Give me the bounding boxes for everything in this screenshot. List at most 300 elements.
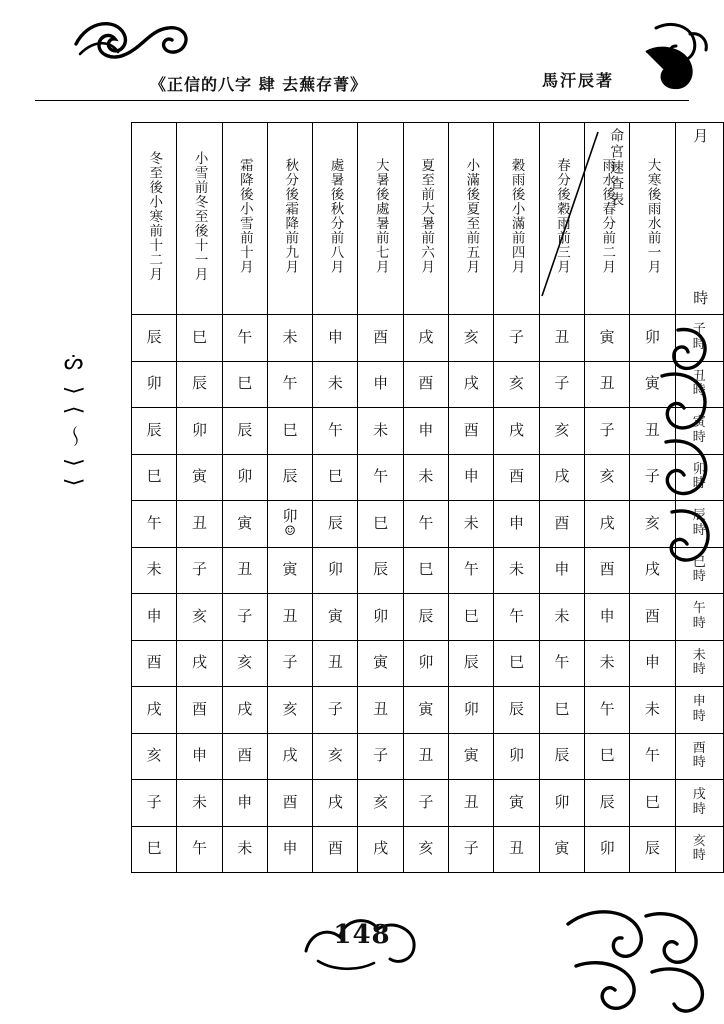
cell-value: 丑 [282,606,298,625]
cell-value: 卯 [509,746,525,765]
table-cell [403,408,448,455]
table-cell [177,640,222,687]
cell-value: 寅 [418,699,434,718]
cell-value: 卯 [146,374,162,393]
table-cell [222,594,267,641]
table-cell [177,361,222,408]
cell-value: 丑 [418,746,434,765]
table-cell [494,826,539,873]
cell-value: 戌 [644,560,660,579]
table-row [132,826,724,873]
table-cell [403,640,448,687]
table-cell [449,733,494,780]
cell-value: 午 [237,327,253,346]
cell-value: 戌 [509,420,525,439]
cell-value: 卯 [599,839,615,858]
cell-value: 卯 [463,699,479,718]
table-cell [358,687,403,734]
cell-value: 戌 [554,467,570,486]
hour-label-cell [675,315,723,362]
cell-value: 戌 [237,699,253,718]
table-cell [313,547,358,594]
table-cell [539,454,584,501]
cell-value: 申 [509,513,525,532]
cell-value: 辰 [373,560,389,579]
hour-label: 寅 時 [692,415,706,445]
cell-value: 午 [327,420,343,439]
hour-header-label: 時 [691,290,710,306]
table-cell [403,594,448,641]
cell-value: 戌 [463,374,479,393]
table-cell [539,687,584,734]
table-cell [132,501,177,548]
cell-value: 寅 [463,746,479,765]
cell-value: 寅 [237,513,253,532]
hour-label-cell [675,501,723,548]
hour-label: 午 時 [692,601,706,631]
hour-label: 巳 時 [692,554,706,585]
table-cell [494,547,539,594]
column-header-9 [539,123,584,315]
table-cell [132,687,177,734]
corner-header-cell [675,123,723,315]
smiley-face-icon: ☺ [284,524,296,540]
table-cell [358,733,403,780]
table-cell [449,640,494,687]
table-cell [313,501,358,548]
table-cell [177,408,222,455]
cell-value: 辰 [644,839,660,858]
table-cell [630,501,675,548]
cell-value: 巳 [191,327,207,346]
table-cell [584,454,629,501]
cell-value: 丑 [463,792,479,811]
table-cell [132,408,177,455]
table-cell [403,501,448,548]
table-cell [403,733,448,780]
cell-value: 午 [418,513,434,532]
table-cell [539,826,584,873]
column-header-2 [222,123,267,315]
column-header-label: 雨水後春分前二月 [599,158,616,274]
cell-value: 寅 [327,606,343,625]
cell-value: 午 [463,560,479,579]
table-cell [539,594,584,641]
cell-value: 子 [282,653,298,672]
cell-value: 午 [554,653,570,672]
table-cell [449,454,494,501]
table-cell [267,361,312,408]
table-cell [539,501,584,548]
cell-value: 亥 [509,374,525,393]
table-row [132,687,724,734]
table-cell [132,594,177,641]
hour-label: 申 時 [692,694,706,724]
table-cell [267,408,312,455]
table-cell [449,361,494,408]
cell-value: 卯 [237,467,253,486]
column-header-8 [494,123,539,315]
ornament-top-left [72,14,192,62]
cell-value: 未 [463,513,479,532]
table-cell [313,826,358,873]
cell-value: 戌 [146,699,162,718]
table-cell [177,780,222,827]
table-cell [267,547,312,594]
hour-label: 亥 時 [692,833,706,864]
table-cell [584,501,629,548]
cell-value: 子 [237,606,253,625]
cell-value: 亥 [373,792,389,811]
cell-value: 巳 [146,839,162,858]
cell-value: 酉 [373,327,389,346]
table-cell [313,733,358,780]
table-cell [449,408,494,455]
cell-value: 申 [327,327,343,346]
table-row [132,361,724,408]
table-cell [267,733,312,780]
cell-value: 申 [191,746,207,765]
table-cell [313,640,358,687]
table-row [132,733,724,780]
table-cell [584,361,629,408]
table-cell [313,361,358,408]
table-cell [584,640,629,687]
table-cell [132,640,177,687]
table-cell [177,594,222,641]
table-cell [449,780,494,827]
table-cell [313,780,358,827]
table-cell [449,687,494,734]
cell-value: 卯 [644,327,660,346]
cell-value: 子 [463,839,479,858]
table-cell [403,315,448,362]
cell-value: 丑 [191,513,207,532]
cell-value: 午 [282,374,298,393]
table-cell [494,454,539,501]
table-cell [630,780,675,827]
cell-value: 亥 [554,420,570,439]
cell-value: 亥 [191,606,207,625]
cell-value: 巳 [282,420,298,439]
cell-value: 申 [599,606,615,625]
page-number: 148 [333,920,391,950]
hour-label: 酉 時 [692,740,706,771]
cell-value: 辰 [146,327,162,346]
table-cell [358,361,403,408]
cell-value: 酉 [509,467,525,486]
cell-value: 子 [599,420,615,439]
cell-value: 未 [554,606,570,625]
table-cell [177,547,222,594]
cell-value: 戌 [191,653,207,672]
cell-value: 未 [237,839,253,858]
table-cell [313,687,358,734]
table-cell [584,733,629,780]
table-cell [313,315,358,362]
cell-value: 申 [282,839,298,858]
table-cell [222,547,267,594]
table-cell [403,826,448,873]
table-cell [132,315,177,362]
table-cell [630,826,675,873]
cell-value: 卯 [373,606,389,625]
cell-value: 寅 [191,467,207,486]
table-cell [222,315,267,362]
table-cell [177,454,222,501]
hour-label-cell [675,408,723,455]
cell-value: 辰 [509,699,525,718]
column-header-label: 穀雨後小滿前四月 [508,158,525,274]
cell-value: 丑 [509,839,525,858]
table-cell [584,315,629,362]
header-divider [35,100,689,101]
table-cell [177,315,222,362]
table-row [132,315,724,362]
table-cell [494,501,539,548]
column-header-label: 夏至前大暑前六月 [418,158,435,274]
table-cell [494,640,539,687]
table-cell [267,594,312,641]
cell-value: 亥 [463,327,479,346]
cell-value: 卯 [191,420,207,439]
column-header-6 [403,123,448,315]
cell-value: 寅 [282,560,298,579]
cell-value: 午 [509,606,525,625]
cell-value: 寅 [644,374,660,393]
cell-value: 申 [146,606,162,625]
table-cell [403,361,448,408]
column-header-10 [584,123,629,315]
cell-value: 丑 [644,420,660,439]
table-cell [313,594,358,641]
author-name: 馬汗辰著 [541,71,614,90]
cell-value: 酉 [282,792,298,811]
table-cell [132,826,177,873]
table-row [132,547,724,594]
table-cell [358,640,403,687]
table-cell [267,687,312,734]
cell-value: 未 [599,653,615,672]
table-cell [539,780,584,827]
cell-value: 丑 [373,699,389,718]
cell-value: 亥 [599,467,615,486]
table-cell [630,361,675,408]
cell-value: 卯 [418,653,434,672]
table-cell [313,454,358,501]
table-cell [358,408,403,455]
page-title: 《正信的八字 肆 去蕪存菁》 [150,75,368,94]
table-cell [494,687,539,734]
table-cell [222,501,267,548]
cell-value: 亥 [282,699,298,718]
table-cell [584,408,629,455]
table-row [132,640,724,687]
hour-label: 丑 時 [692,368,706,399]
cell-value: 午 [599,699,615,718]
table-cell [584,826,629,873]
cell-value: 申 [373,374,389,393]
table-cell [267,315,312,362]
cell-value: 未 [644,699,660,718]
column-header-label: 小雪前冬至後十一月 [191,150,208,282]
cell-value: 子 [373,746,389,765]
cell-value: 辰 [327,513,343,532]
table-cell [539,733,584,780]
cell-value: 戌 [418,327,434,346]
hour-label-cell [675,361,723,408]
hour-label-cell [675,826,723,873]
column-header-label: 秋分後霜降前九月 [282,158,299,274]
cell-value: 丑 [554,327,570,346]
cell-value: 戌 [373,839,389,858]
table-cell [630,315,675,362]
hour-label: 辰 時 [692,508,706,538]
cell-value: 辰 [599,792,615,811]
cell-value: 卯 ☺ [282,507,298,540]
table-cell [630,687,675,734]
cell-value: 寅 [554,839,570,858]
month-header-label: 月 [691,128,710,144]
cell-value: 亥 [327,746,343,765]
table-row [132,780,724,827]
cell-value: 午 [644,746,660,765]
cell-value: 辰 [554,746,570,765]
table-cell [449,594,494,641]
cell-value: 酉 [644,606,660,625]
cell-value: 酉 [599,560,615,579]
cell-value: 巳 [237,374,253,393]
cell-value: 子 [146,792,162,811]
cell-value: 巳 [509,653,525,672]
cell-value: 未 [509,560,525,579]
table-row [132,594,724,641]
cell-value: 子 [509,327,525,346]
table-cell [630,733,675,780]
ornament-bottom-right [560,900,710,1015]
hour-label: 子 時 [692,322,706,352]
table-cell [584,780,629,827]
table-row [132,408,724,455]
table-cell [449,826,494,873]
hour-label: 戌 時 [692,787,706,817]
hour-label-cell [675,640,723,687]
table-cell [222,826,267,873]
column-header-0 [132,123,177,315]
table-cell [494,315,539,362]
column-header-label: 處暑後秋分前八月 [327,158,344,274]
cell-value: 午 [191,839,207,858]
margin-scribble: ᔖ ⟩ ⟨ ～ ⟩ ⟩ [61,350,86,489]
table-cell [358,454,403,501]
cell-value: 辰 [282,467,298,486]
cell-value: 辰 [418,606,434,625]
table-cell [313,408,358,455]
table-cell [358,501,403,548]
table-cell [494,733,539,780]
table-cell [177,501,222,548]
table-cell [494,594,539,641]
cell-value: 巳 [599,746,615,765]
table-cell [222,408,267,455]
cell-value: 寅 [509,792,525,811]
cell-value: 申 [237,792,253,811]
cell-value: 未 [373,420,389,439]
hour-label-cell [675,687,723,734]
cell-value: 丑 [327,653,343,672]
column-header-label: 霜降後小雪前十月 [236,158,253,274]
cell-value: 申 [554,560,570,579]
cell-value: 未 [327,374,343,393]
table-cell [222,780,267,827]
cell-value: 戌 [599,513,615,532]
table-cell [267,780,312,827]
table-cell [222,733,267,780]
table-cell [630,547,675,594]
cell-value: 辰 [237,420,253,439]
table-cell [449,547,494,594]
table-cell [177,733,222,780]
table-cell [539,315,584,362]
cell-value: 酉 [327,839,343,858]
table-cell [630,640,675,687]
column-header-label: 冬至後小寒前十二月 [146,150,163,282]
table-cell [494,408,539,455]
table-cell [494,780,539,827]
cell-value: 未 [282,327,298,346]
column-header-label: 小滿後夏至前五月 [463,158,480,274]
cell-value: 子 [191,560,207,579]
cell-value: 卯 [554,792,570,811]
table-cell [267,454,312,501]
cell-value: 午 [373,467,389,486]
table-header-row [132,123,724,315]
cell-value: 巳 [463,606,479,625]
cell-value: 亥 [237,653,253,672]
cell-value: 巳 [373,513,389,532]
column-header-7 [449,123,494,315]
table-cell [539,640,584,687]
table-cell [267,640,312,687]
cell-value: 丑 [237,560,253,579]
cell-value: 巳 [554,699,570,718]
cell-value: 巳 [644,792,660,811]
cell-value: 巳 [146,467,162,486]
hour-label-cell [675,454,723,501]
column-header-5 [358,123,403,315]
table-cell [358,594,403,641]
cell-value: 子 [554,374,570,393]
cell-value: 申 [463,467,479,486]
cell-value: 戌 [282,746,298,765]
table-cell [403,780,448,827]
cell-value: 寅 [599,327,615,346]
cell-value: 卯 [327,560,343,579]
cell-value: 亥 [146,746,162,765]
column-header-label: 大寒後雨水前一月 [644,158,661,274]
cell-value: 丑 [599,374,615,393]
column-header-3 [267,123,312,315]
cell-value: 辰 [191,374,207,393]
cell-value: 巳 [418,560,434,579]
cell-value: 未 [418,467,434,486]
table-cell [449,501,494,548]
column-header-label: 春分後穀雨前三月 [553,158,570,274]
table-cell [358,315,403,362]
table-row [132,454,724,501]
column-header-4 [313,123,358,315]
table-cell [177,687,222,734]
